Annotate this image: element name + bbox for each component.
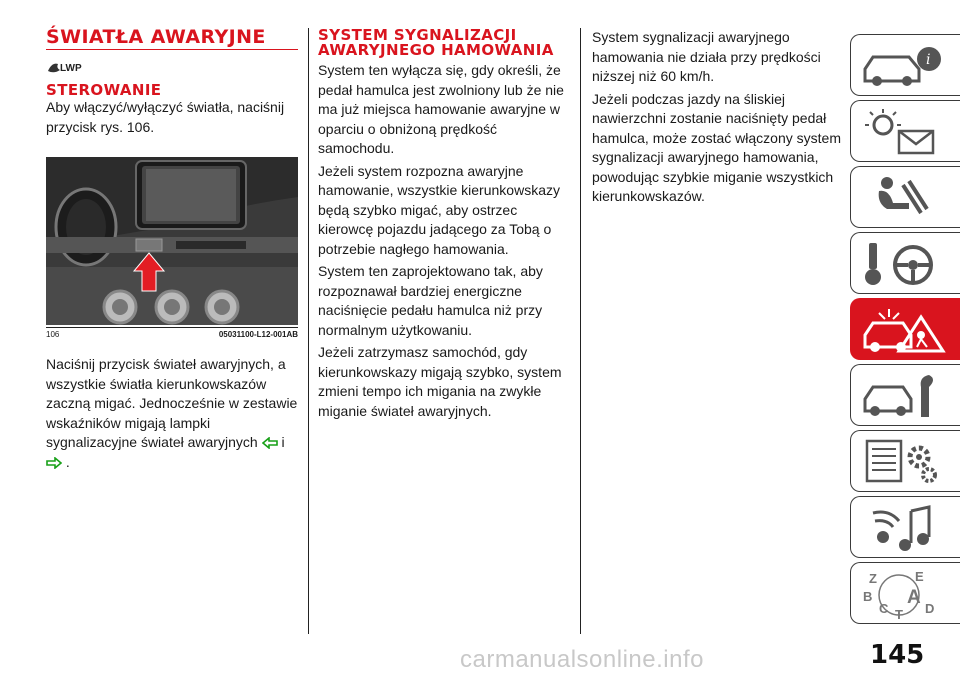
paragraph-conjunction: i [281,434,285,450]
paragraph: Aby włączyć/wyłączyć światła, naciśnij przycisk rys. 106. [46,99,285,135]
figure-106 [46,157,298,325]
alphabet-index-icon [859,569,949,619]
tab-starting-driving[interactable] [850,232,960,294]
svg-text:i: i [926,52,931,68]
car-wrench-icon [859,371,949,421]
car-info-icon [859,41,949,91]
column-1 [46,28,298,472]
watermark: carmanualsonline.info [460,646,704,673]
svg-text:E: E [915,569,924,584]
tab-emergency[interactable] [850,298,960,360]
svg-text:LWP: LWP [60,63,82,74]
paragraph: Jeżeli system rozpozna awaryjne hamowanie, wszystkie kierunkowskazy będą szybko migać, aby ostrzec kierowcę pojazdu jadącego za Tobą o potrzebie nagłego hamowania. [318,162,560,257]
paragraph: System sygnalizacji awaryjnego hamowania nie działa przy prędkości niższej niż 60 km/h. [592,29,821,84]
paragraph: Jeżeli podczas jazdy na śliskiej nawierzchni zostanie naciśnięty pedał hamulca, może zostać włączony system sygnalizacji awaryjnego hamowania, powodując szybkie miganie wszystkich kierunkowskazów. [592,90,841,204]
specs-gear-icon [859,437,949,487]
paragraph: System ten wyłącza się, gdy określi, że pedał hamulca jest zwolniony lub że nie ma już miejsca hamowanie awaryjne w oparciu o obniżoną prędkość samochodu. [318,62,564,156]
seat-airbag-icon [859,173,949,223]
paragraph [46,355,298,472]
svg-text:B: B [863,589,873,604]
key-steering-icon [859,239,949,289]
subheading: STEROWANIE [46,81,162,99]
paragraph: Jeżeli zatrzymasz samochód, gdy kierunkowskazy migają szybko, system zmieni tempo ich migania na zwykłe miganie świateł awaryjnych. [318,344,562,419]
svg-text:C: C [879,601,889,616]
column-divider [580,28,581,634]
svg-text:Z: Z [869,571,877,586]
figure-caption [46,327,298,339]
dashboard-photo [46,157,298,325]
column-3 [592,28,842,207]
section-title: ŚWIATŁA AWARYJNE [46,28,298,50]
paragraph: System ten zaprojektowano tak, aby rozpoznawał bardziej energiczne naciśnięcie pedału hamulca niż przy normalnym użytkowaniu. [318,263,543,338]
model-badge-icon [46,58,90,76]
column-2 [318,28,568,421]
page-number: 145 [870,640,925,670]
svg-text:D: D [925,601,935,616]
tab-multimedia[interactable] [850,496,960,558]
tab-technical-data[interactable] [850,430,960,492]
paragraph-end: . [65,453,70,470]
left-turn-indicator-icon [262,437,278,449]
right-turn-indicator-icon [46,457,62,469]
lights-mail-icon [859,107,949,157]
svg-text:T: T [895,607,903,619]
figure-number: 106 [46,330,60,339]
figure-code: 05031100-L12-001AB [218,330,298,339]
column-divider [308,28,309,634]
model-badge [46,58,298,76]
section-title: SYSTEM SYGNALIZACJI AWARYJNEGO HAMOWANIA [318,26,554,59]
paragraph-text: Naciśnij przycisk świateł awaryjnych, a wszystkie światła kierunkowskazów zaczną migać. Jednocześnie w zestawie wskaźników migają lampki sygnalizacyjne świateł awaryjnych [46,356,298,450]
tab-maintenance[interactable] [850,364,960,426]
tab-safety[interactable] [850,166,960,228]
tab-alphabetical-index[interactable] [850,562,960,624]
tab-car-info[interactable] [850,34,960,96]
tab-lights-controls[interactable] [850,100,960,162]
multimedia-icon [859,503,949,553]
svg-text:A: A [907,587,921,608]
emergency-warning-icon [859,305,949,355]
